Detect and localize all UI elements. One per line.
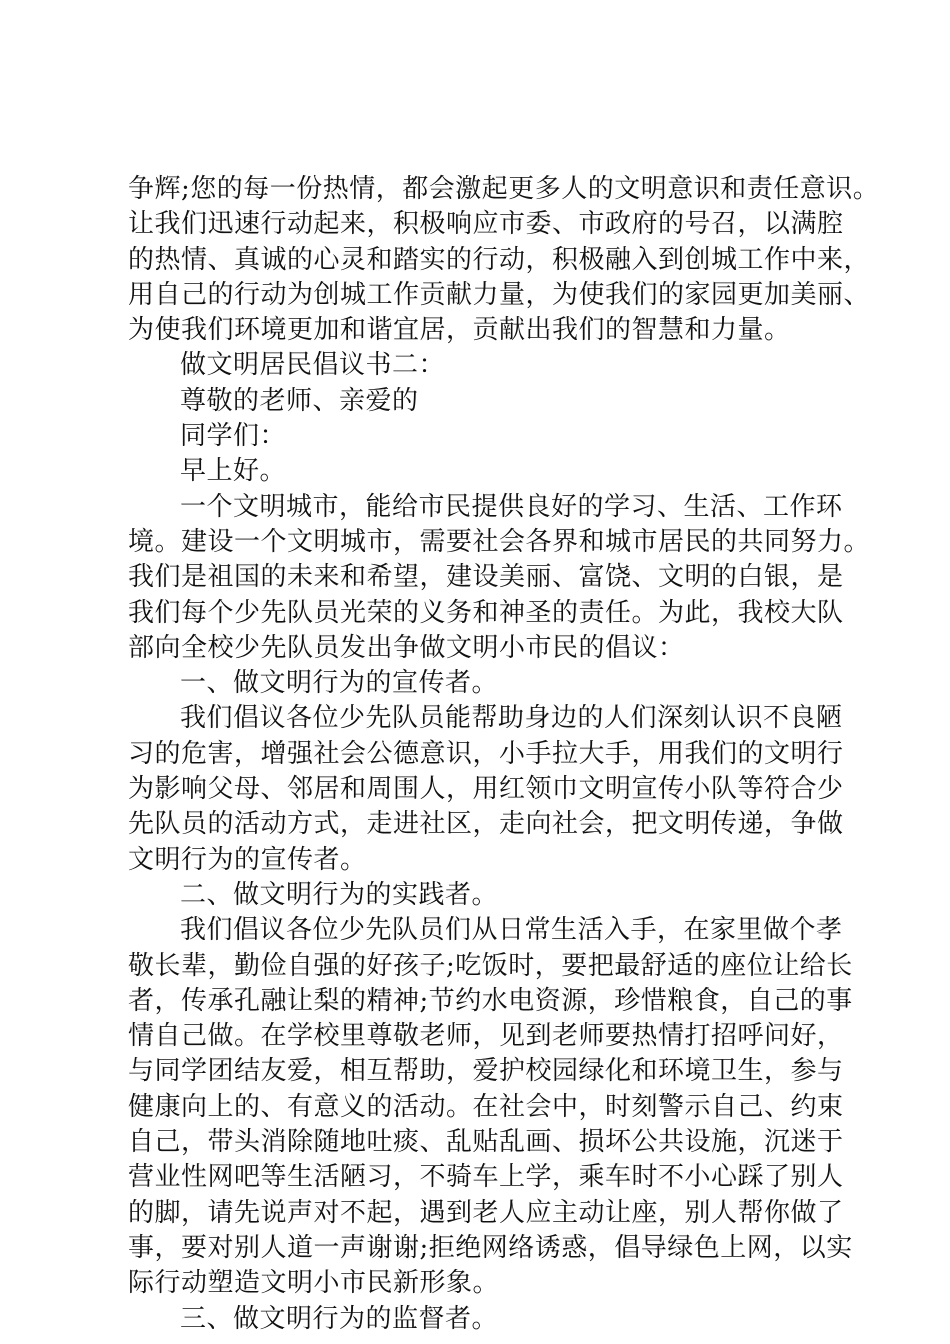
text-line: 尊敬的老师、亲爱的 bbox=[180, 385, 419, 416]
text-line: 争辉;您的每一份热情，都会激起更多人的文明意识和责任意识。 bbox=[128, 174, 880, 204]
text-line: 我们是祖国的未来和希望，建设美丽、富饶、文明的白银，是 bbox=[128, 562, 844, 593]
text-line: 我们倡议各位少先队员们从日常生活入手，在家里做个孝 bbox=[180, 915, 843, 946]
text-line: 者，传承孔融让梨的精神;节约水电资源，珍惜粮食，自己的事 bbox=[128, 985, 853, 1016]
text-line: 一、做文明行为的宣传者。 bbox=[180, 668, 499, 699]
document-body bbox=[128, 172, 880, 1337]
text-line: 我们每个少先队员光荣的义务和神圣的责任。为此，我校大队 bbox=[128, 597, 844, 628]
text-line: 的脚，请先说声对不起，遇到老人应主动让座，别人帮你做了 bbox=[128, 1197, 844, 1228]
text-line: 为使我们环境更加和谐宜居，贡献出我们的智慧和力量。 bbox=[128, 315, 791, 346]
text-line: 文明行为的宣传者。 bbox=[128, 844, 367, 875]
text-line: 敬长辈，勤俭自强的好孩子;吃饭时，要把最舒适的座位让给长 bbox=[128, 950, 853, 981]
text-line: 自己，带头消除随地吐痰、乱贴乱画、损坏公共设施，沉迷于 bbox=[128, 1127, 844, 1158]
text-line: 事，要对别人道一声谢谢;拒绝网络诱惑，倡导绿色上网，以实 bbox=[128, 1232, 853, 1263]
text-line: 健康向上的、有意义的活动。在社会中，时刻警示自己、约束 bbox=[128, 1091, 844, 1122]
text-line: 际行动塑造文明小市民新形象。 bbox=[128, 1268, 500, 1299]
text-line: 习的危害，增强社会公德意识，小手拉大手，用我们的文明行 bbox=[128, 738, 844, 769]
text-line: 境。建设一个文明城市，需要社会各界和城市居民的共同努力。 bbox=[128, 526, 871, 557]
text-line: 为影响父母、邻居和周围人，用红领巾文明宣传小队等符合少 bbox=[128, 774, 844, 805]
text-line: 我们倡议各位少先队员能帮助身边的人们深刻认识不良陋 bbox=[180, 703, 843, 734]
text-line: 二、做文明行为的实践者。 bbox=[180, 879, 499, 910]
text-line: 与同学团结友爱，相互帮助，爱护校园绿化和环境卫生，参与 bbox=[128, 1056, 844, 1087]
text-line: 先队员的活动方式，走进社区，走向社会，把文明传递，争做 bbox=[128, 809, 844, 840]
text-line: 同学们： bbox=[180, 421, 287, 452]
text-line: 用自己的行动为创城工作贡献力量，为使我们的家园更加美丽、 bbox=[128, 279, 871, 310]
text-line: 的热情、真诚的心灵和踏实的行动，积极融入到创城工作中来， bbox=[128, 244, 871, 275]
text-line: 部向全校少先队员发出争做文明小市民的倡议： bbox=[128, 632, 685, 663]
text-line: 早上好。 bbox=[180, 456, 287, 487]
text-line: 让我们迅速行动起来，积极响应市委、市政府的号召，以满腔 bbox=[128, 209, 844, 240]
text-line: 三、做文明行为的监督者。 bbox=[180, 1303, 499, 1334]
text-line: 情自己做。在学校里尊敬老师，见到老师要热情打招呼问好， bbox=[128, 1021, 844, 1052]
text-line: 一个文明城市，能给市民提供良好的学习、生活、工作环 bbox=[180, 491, 843, 522]
text-line: 营业性网吧等生活陋习，不骑车上学，乘车时不小心踩了别人 bbox=[128, 1162, 844, 1193]
text-line: 做文明居民倡议书二： bbox=[180, 350, 446, 381]
